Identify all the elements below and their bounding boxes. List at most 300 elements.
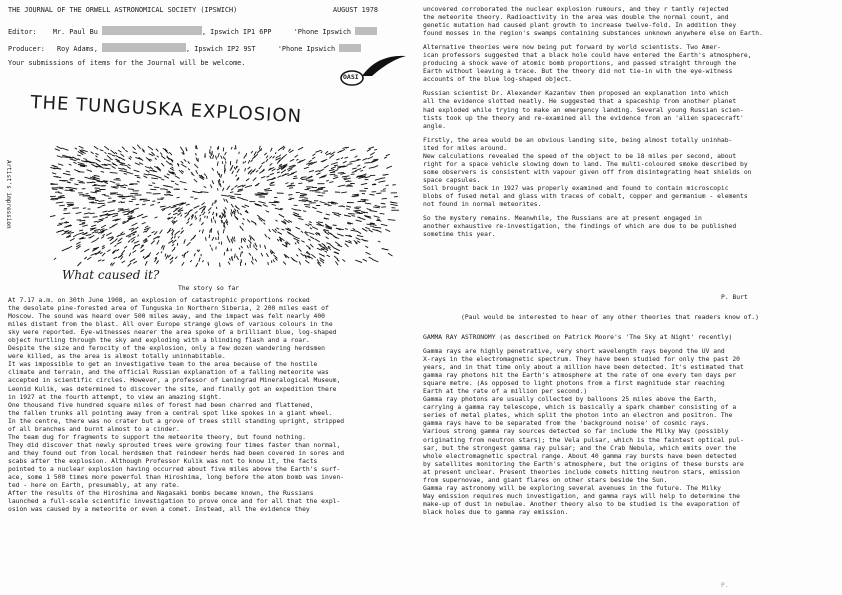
tree-stroke [167, 206, 170, 208]
tree-stroke [124, 185, 128, 186]
tree-stroke [107, 250, 111, 252]
tree-stroke [340, 173, 345, 174]
editor-phone-label: 'Phone Ipswich [293, 28, 352, 36]
tree-stroke [58, 164, 63, 166]
tree-stroke [211, 218, 212, 222]
tree-stroke [130, 156, 132, 158]
gamma-heading: GAMMA RAY ASTRONOMY (as described on Patrick Moore's 'The Sky at Night' recently) [423, 334, 733, 341]
tree-stroke [196, 153, 197, 156]
tree-stroke [295, 243, 296, 245]
tree-stroke [282, 154, 287, 158]
tree-stroke [94, 146, 98, 149]
tree-stroke [308, 239, 310, 241]
tree-stroke [305, 260, 309, 263]
tree-stroke [58, 197, 65, 198]
tree-stroke [122, 147, 125, 150]
tree-stroke [326, 214, 330, 215]
tree-stroke [217, 162, 218, 166]
text-line: whole electromagnetic spectral range. About 40 gamma ray bursts have been detected [423, 452, 737, 460]
tree-stroke [381, 203, 386, 204]
tree-stroke [194, 253, 195, 256]
tree-stroke [223, 188, 224, 191]
tree-stroke [143, 256, 144, 258]
tree-stroke [310, 236, 314, 238]
tree-stroke [166, 161, 171, 165]
tree-stroke [128, 240, 130, 242]
oasi-logo-text: OASI [343, 73, 359, 81]
tree-stroke [143, 176, 147, 178]
text-line: So the mystery remains. Meanwhile, the Russians are at present engaged in [423, 215, 702, 223]
tree-stroke [74, 184, 78, 185]
text-line: One thousand five hundred square miles of forest had been charred and flattened, [8, 401, 314, 409]
text-line: blobs of fused metal and glass with traces of cobalt, copper and germanium - elements [423, 192, 748, 200]
tree-stroke [83, 159, 87, 160]
tree-stroke [212, 248, 213, 251]
redacted-address [102, 43, 186, 52]
tree-stroke [209, 234, 210, 238]
tree-stroke [356, 220, 362, 221]
tree-stroke [119, 170, 126, 171]
tree-stroke [386, 185, 389, 186]
tree-stroke [182, 262, 184, 265]
tree-stroke [305, 206, 310, 207]
producer-line [8, 43, 361, 54]
tree-stroke [342, 259, 345, 261]
tree-stroke [146, 170, 150, 172]
tree-stroke [325, 151, 328, 154]
tree-stroke [382, 198, 387, 199]
tree-stroke [244, 155, 246, 158]
tree-stroke [133, 261, 137, 263]
tree-stroke [142, 222, 146, 224]
gamma-signature: P. [721, 582, 729, 589]
text-line: not found in normal meteorites. [423, 201, 542, 209]
tree-stroke [266, 156, 268, 159]
tree-stroke [312, 207, 316, 209]
tree-stroke [309, 224, 312, 226]
tree-stroke [116, 155, 121, 158]
tree-stroke [345, 229, 348, 230]
tree-stroke [318, 222, 323, 223]
tree-stroke [60, 196, 65, 197]
tree-stroke [270, 185, 275, 186]
tree-stroke [172, 244, 174, 246]
tree-stroke [115, 245, 117, 247]
tree-stroke [228, 262, 230, 265]
tree-stroke [376, 230, 381, 232]
tree-stroke [148, 174, 155, 176]
tree-stroke [175, 183, 179, 185]
tree-stroke [178, 213, 182, 216]
tree-stroke [145, 226, 148, 228]
tree-stroke [200, 218, 201, 222]
text-line: series of metal plates, which split the photon into an electron and positron. The [423, 412, 733, 420]
tree-stroke [331, 167, 336, 169]
tree-stroke [223, 229, 224, 234]
text-line: Alternative theories were now being put forward by world scientists. Two Amer- [423, 44, 721, 52]
gamma-body [423, 348, 744, 517]
tree-stroke [182, 255, 184, 257]
tree-stroke [335, 261, 338, 265]
editor-label: Editor: [8, 28, 37, 36]
tree-stroke [256, 170, 258, 172]
tree-stroke [99, 219, 105, 220]
tree-stroke [261, 148, 262, 151]
tree-stroke [265, 245, 266, 249]
story-subhead: The story so far [178, 285, 240, 292]
tree-stroke [79, 146, 84, 148]
tree-stroke [253, 169, 255, 173]
tree-stroke [369, 257, 373, 259]
tree-stroke [57, 146, 62, 149]
text-line: all the evidence slotted neatly. He suggested that a spaceship from another planet [423, 98, 737, 106]
tree-stroke [325, 251, 327, 252]
tree-stroke [239, 152, 240, 154]
tree-stroke [111, 150, 115, 154]
article-continued [423, 6, 763, 239]
tree-stroke [240, 226, 241, 228]
tree-stroke [174, 247, 175, 250]
tree-stroke [208, 262, 209, 266]
tree-stroke [108, 202, 116, 203]
tree-stroke [137, 181, 140, 182]
tree-stroke [119, 234, 125, 236]
tree-stroke [194, 164, 198, 168]
tree-stroke [194, 198, 197, 199]
oasi-logo [338, 52, 408, 88]
tree-stroke [67, 246, 72, 249]
tree-stroke [175, 236, 176, 239]
tree-stroke [388, 253, 393, 256]
tree-stroke [247, 245, 249, 248]
tree-stroke [329, 170, 335, 171]
tree-stroke [101, 171, 104, 172]
tree-stroke [312, 227, 318, 230]
tree-stroke [218, 153, 220, 158]
tree-stroke [131, 237, 136, 240]
tree-stroke [338, 214, 341, 215]
text-line: Firstly, the area would be an obvious landing site, being almost totally uninhab- [423, 136, 733, 144]
tree-stroke [355, 156, 358, 158]
tree-stroke [219, 182, 220, 185]
producer-label: Producer: [8, 45, 45, 53]
tree-stroke [167, 174, 170, 175]
tree-stroke [115, 239, 118, 242]
tree-stroke [201, 223, 203, 225]
tree-stroke [145, 261, 147, 266]
tree-stroke [114, 257, 118, 259]
tree-stroke [173, 209, 177, 212]
tree-stroke [194, 179, 197, 182]
text-line: osion was caused by a meteorite or even a comet. Instead, all the evidence they [8, 506, 310, 514]
tree-stroke [240, 252, 241, 257]
tree-stroke [94, 230, 100, 231]
tree-stroke [120, 163, 125, 164]
tree-stroke [208, 207, 211, 210]
tree-stroke [152, 183, 155, 184]
tree-stroke [297, 241, 299, 243]
tree-stroke [117, 235, 120, 237]
tree-stroke [219, 216, 220, 218]
tree-stroke [265, 190, 272, 191]
tree-stroke [122, 261, 126, 263]
tree-stroke [97, 238, 99, 240]
tree-stroke [152, 231, 155, 233]
tree-stroke [124, 246, 127, 248]
tree-stroke [108, 210, 115, 212]
tree-stroke [363, 259, 367, 261]
tree-stroke [246, 179, 249, 181]
tree-stroke [77, 155, 81, 156]
tree-stroke [163, 246, 165, 251]
tree-stroke [213, 155, 214, 159]
tree-stroke [372, 259, 378, 262]
tree-stroke [169, 195, 173, 196]
tree-stroke [184, 189, 187, 190]
tree-stroke [188, 169, 190, 171]
tree-stroke [100, 166, 105, 168]
tree-stroke [170, 168, 174, 170]
tree-stroke [326, 243, 330, 245]
text-line: miles distant from the blast. All over Europe strange glows of various colours in the [8, 321, 333, 329]
tree-stroke [257, 193, 264, 194]
tree-stroke [95, 153, 98, 154]
tree-stroke [278, 166, 281, 168]
tree-stroke [212, 180, 214, 184]
tree-stroke [367, 149, 371, 151]
tree-stroke [277, 228, 280, 230]
tree-stroke [102, 205, 106, 206]
tree-stroke [253, 178, 256, 181]
tree-stroke [177, 243, 178, 246]
tree-stroke [266, 253, 268, 257]
tree-stroke [79, 230, 83, 231]
tree-stroke [261, 176, 265, 178]
tree-stroke [309, 170, 314, 172]
tree-stroke [118, 238, 123, 242]
tree-stroke [391, 202, 397, 203]
tree-stroke [237, 210, 238, 214]
tree-stroke [365, 176, 371, 178]
handwritten-caption: What caused it? [62, 268, 160, 282]
tree-stroke [160, 153, 162, 155]
tree-stroke [279, 155, 281, 157]
tree-stroke [93, 217, 98, 218]
tree-stroke [84, 213, 90, 214]
tree-stroke [215, 220, 216, 223]
text-line: carrying a gamma ray telescope, which is basically a spark chamber consisting of a [423, 404, 737, 412]
tree-stroke [190, 224, 193, 226]
tree-stroke [151, 178, 158, 179]
tree-stroke [120, 187, 126, 188]
forest-illustration [50, 140, 400, 270]
tree-stroke [97, 207, 101, 208]
tree-stroke [182, 228, 183, 230]
tree-stroke [384, 157, 387, 159]
tree-stroke [127, 172, 134, 174]
tree-stroke [298, 183, 302, 184]
tree-stroke [300, 194, 307, 195]
tree-stroke [50, 196, 56, 197]
tree-stroke [52, 173, 56, 174]
tree-stroke [196, 170, 198, 174]
tree-stroke [373, 159, 378, 160]
tree-stroke [55, 149, 60, 151]
tree-stroke [269, 156, 271, 159]
tree-stroke [238, 189, 243, 190]
tree-stroke [132, 223, 138, 226]
tree-stroke [127, 167, 130, 169]
tree-stroke [303, 211, 306, 212]
tree-stroke [178, 236, 179, 238]
tree-stroke [227, 186, 230, 190]
tree-stroke [223, 148, 224, 152]
tree-stroke [251, 151, 253, 153]
tree-stroke [273, 156, 275, 158]
tree-stroke [137, 235, 139, 237]
tree-stroke [352, 168, 357, 169]
text-line: Earth without leaving a trace. But the theory did not tie-in with the eye-witness [423, 68, 733, 76]
tree-stroke [121, 256, 123, 259]
text-line: accounts of the blue log-shaped object. [423, 76, 572, 84]
tree-stroke [204, 186, 207, 187]
tree-stroke [318, 195, 324, 196]
tree-stroke [205, 216, 206, 218]
tree-stroke [172, 229, 173, 231]
tree-stroke [241, 246, 243, 248]
tree-stroke [164, 189, 167, 190]
tree-stroke [369, 194, 374, 195]
tree-stroke [226, 199, 228, 203]
text-line: Way emission requires much investigation, and gamma rays will help to determine the [423, 492, 740, 500]
tree-stroke [378, 241, 381, 242]
tree-stroke [266, 211, 270, 213]
text-line: Various strong gamma ray sources detected so far include the Milky Way (possibly [423, 428, 729, 436]
tree-stroke [296, 159, 298, 160]
tree-stroke [280, 209, 283, 210]
tree-stroke [194, 206, 200, 209]
tree-stroke [97, 220, 103, 222]
text-line: Despite the size and ferocity of the explosion, only a few dozen wandering herdsmen [8, 345, 325, 353]
tree-stroke [128, 216, 133, 217]
tree-stroke [245, 185, 252, 187]
tree-stroke [281, 229, 284, 230]
tree-stroke [341, 158, 343, 159]
tree-stroke [373, 207, 380, 208]
tree-stroke [212, 203, 213, 206]
issue-date: AUGUST 1978 [333, 6, 379, 14]
tree-stroke [67, 206, 70, 207]
tree-stroke [255, 243, 257, 247]
tree-stroke [234, 254, 235, 259]
tree-stroke [231, 239, 233, 244]
text-line: ted - here on Earth, presumably, at any rate. [8, 482, 180, 490]
tree-stroke [94, 221, 98, 222]
tree-stroke [220, 183, 221, 187]
tree-stroke [251, 261, 253, 264]
tree-stroke [203, 212, 206, 215]
tree-stroke [218, 188, 219, 190]
tree-stroke [125, 150, 127, 152]
tree-stroke [122, 250, 125, 254]
tree-stroke [362, 228, 367, 231]
tree-stroke [130, 259, 136, 262]
tree-stroke [333, 225, 337, 226]
article-signature: P. Burt [721, 294, 748, 301]
tree-stroke [292, 209, 297, 211]
tree-stroke [310, 228, 312, 230]
tree-stroke [167, 230, 171, 233]
tree-stroke [91, 152, 94, 154]
tree-stroke [108, 198, 111, 199]
text-line: sky were reported. Eye-witnesses nearer the area spoke of a brilliant blue, log-shaped [8, 329, 337, 337]
tree-stroke [351, 230, 358, 231]
text-line: by satellites monitoring the Earth's atmosphere, but the origins of these bursts are [423, 460, 744, 468]
tree-stroke [235, 206, 240, 210]
tree-stroke [222, 161, 223, 164]
tree-stroke [103, 181, 108, 182]
editor-line [8, 26, 377, 37]
tree-stroke [220, 263, 221, 267]
tree-stroke [298, 249, 301, 252]
tree-stroke [267, 179, 272, 180]
tree-stroke [222, 213, 223, 215]
tree-stroke [128, 165, 130, 166]
tree-stroke [135, 175, 140, 176]
tree-stroke [54, 258, 56, 260]
tree-stroke [100, 252, 102, 254]
text-line: X-rays in the electromagnetic spectrum. They have been studied for only the past 20 [423, 356, 740, 364]
tree-stroke [357, 235, 363, 236]
tree-stroke [188, 218, 190, 221]
tree-stroke [216, 156, 217, 160]
tree-stroke [334, 165, 338, 166]
tree-stroke [245, 205, 250, 207]
tree-stroke [237, 169, 240, 173]
tree-stroke [117, 249, 120, 251]
tree-stroke [362, 158, 367, 160]
tree-stroke [216, 207, 217, 209]
tree-stroke [150, 205, 154, 206]
tree-stroke [271, 148, 273, 152]
submissions-note: Your submissions of items for the Journal will be welcome. [8, 59, 246, 67]
tree-stroke [145, 167, 151, 169]
tree-stroke [259, 165, 262, 169]
tree-stroke [76, 212, 82, 213]
tree-stroke [134, 208, 139, 209]
tree-stroke [289, 188, 293, 189]
tree-stroke [110, 172, 118, 173]
tree-stroke [115, 152, 117, 154]
tree-stroke [87, 170, 92, 172]
tree-stroke [299, 200, 307, 201]
tree-stroke [124, 173, 127, 174]
tree-stroke [107, 164, 111, 165]
tree-stroke [184, 253, 185, 258]
text-line: Russian scientist Dr. Alexander Kazantev then proposed an explanation into which [423, 90, 729, 98]
tree-stroke [77, 262, 81, 266]
tree-stroke [331, 152, 336, 155]
tree-stroke [334, 256, 338, 260]
tree-stroke [346, 206, 351, 207]
tree-stroke [345, 244, 349, 247]
tree-stroke [270, 173, 274, 175]
tree-stroke [241, 228, 243, 231]
tree-stroke [318, 244, 321, 245]
tree-stroke [132, 199, 137, 200]
tree-stroke [332, 213, 339, 214]
tree-stroke [87, 257, 91, 260]
